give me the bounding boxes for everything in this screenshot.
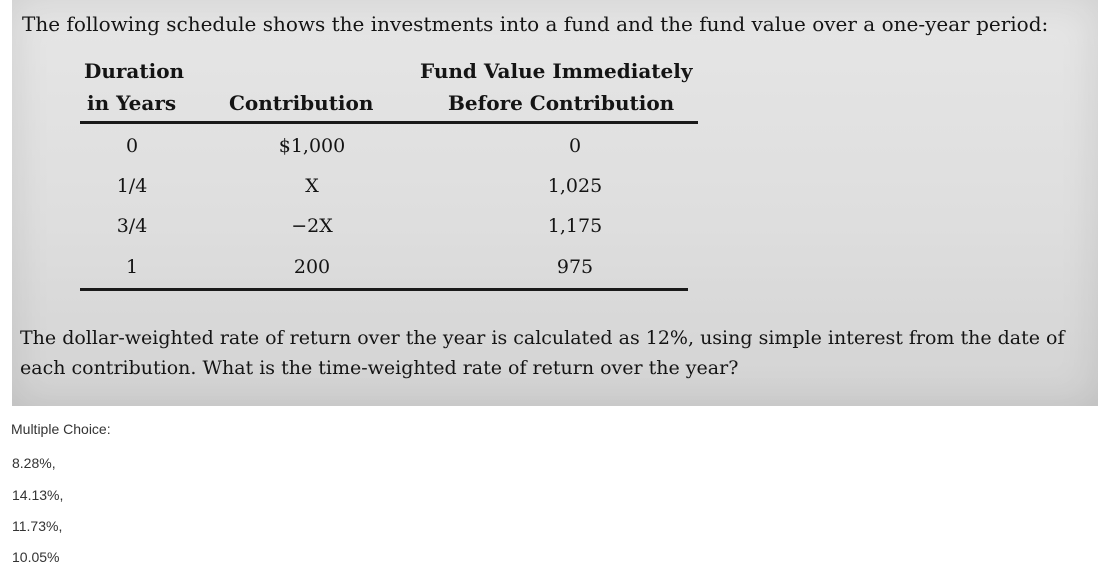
problem-image — [12, 0, 1098, 406]
row-3-contribution: 200 — [293, 256, 331, 278]
header-contribution: Contribution — [229, 91, 374, 115]
row-2-duration: 3/4 — [116, 215, 148, 237]
choice-option[interactable]: 14.13%, — [12, 487, 64, 503]
header-duration-line1: Duration — [84, 59, 185, 83]
table-bottom-rule — [80, 288, 688, 291]
row-2-fund-value: 1,175 — [547, 215, 603, 237]
question-text: The dollar-weighted rate of return over the year is calculated as 12%, using simple interest from the date of each contribution. What is the time-weighted rate of return over the year? — [20, 327, 1065, 379]
header-fund-value-line2: Before Contribution — [448, 91, 675, 115]
row-3-fund-value: 975 — [556, 256, 594, 278]
choice-option[interactable]: 10.05% — [12, 549, 60, 565]
header-duration-line2: in Years — [87, 91, 177, 115]
intro-text: The following schedule shows the investments into a fund and the fund value over a one-year period: — [22, 12, 1049, 36]
row-0-contribution: $1,000 — [278, 135, 346, 157]
row-0-duration: 0 — [125, 135, 139, 157]
table-top-rule — [80, 121, 698, 124]
choice-option[interactable]: 11.73%, — [12, 518, 63, 534]
multiple-choice-label: Multiple Choice: — [11, 421, 111, 437]
row-1-duration: 1/4 — [116, 175, 148, 197]
row-1-contribution: X — [305, 175, 319, 197]
row-1-fund-value: 1,025 — [547, 175, 603, 197]
row-2-contribution: −2X — [291, 215, 333, 237]
choice-option[interactable]: 8.28%, — [12, 455, 56, 471]
header-fund-value-line1: Fund Value Immediately — [420, 59, 693, 83]
row-0-fund-value: 0 — [568, 135, 582, 157]
row-3-duration: 1 — [125, 256, 139, 278]
